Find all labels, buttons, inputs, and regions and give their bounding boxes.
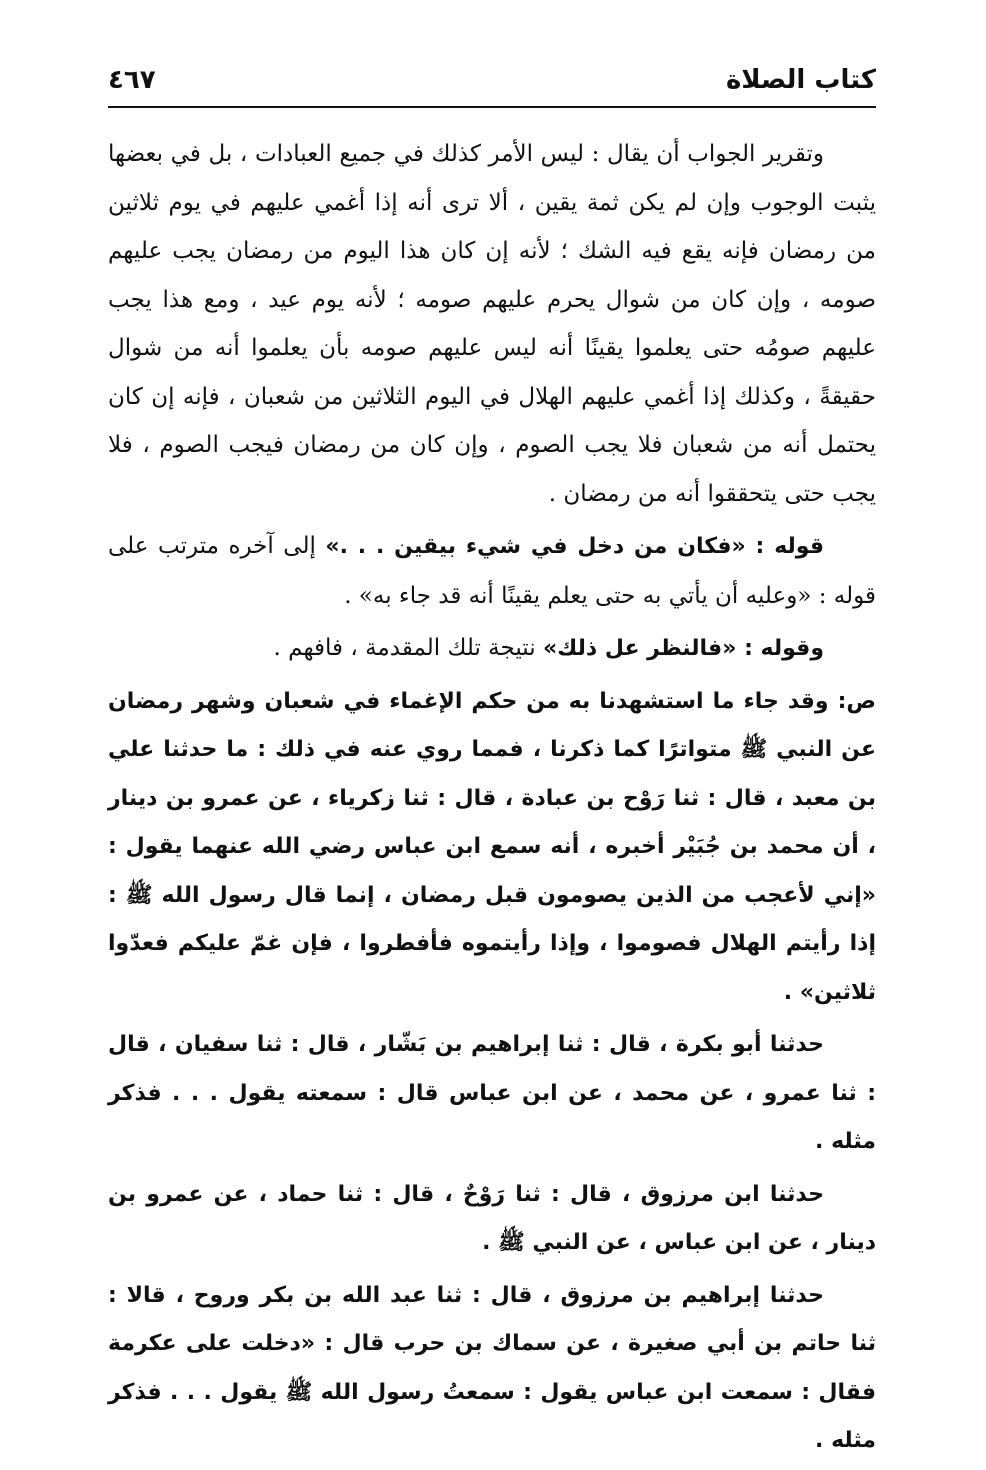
- paragraph-hadith-chain-2: حدثنا ابن مرزوق ، قال : ثنا رَوْحٌ ، قال : ثنا حماد ، عن عمرو بن دينار ، عن ابن عباس ، عن النبي ﷺ .: [108, 1181, 876, 1255]
- quoted-lead: قوله : «فكان من دخل في شيء بيقين . . .»: [325, 534, 825, 559]
- quoted-lead: وقوله : «فالنظر عل ذلك»: [542, 636, 824, 661]
- header-divider: [108, 106, 876, 108]
- paragraph-text-matn: ص: وقد جاء ما استشهدنا به من حكم الإغماء في شعبان وشهر رمضان عن النبي ﷺ متواترًا كما ذكرنا ، فمما روي عنه في ذلك : ما حدثنا علي بن معبد ، قال : ثنا رَوْح بن عبادة ، قال : ثنا زكرياء ، عن عمرو بن دينار ، أن محمد بن جُبَيْر أخبره ، أنه سمع ابن عباس رضي الله عنهما يقول : «إني لأعجب من الذين يصومون قبل رمضان ، إنما قال رسول الله ﷺ : إذا رأيتم الهلال فصوموا ، وإذا رأيتموه فأفطروا ، فإن غمّ عليكم فعدّوا ثلاثين» .: [108, 688, 876, 1005]
- paragraph-hadith-chain-1: حدثنا أبو بكرة ، قال : ثنا إبراهيم بن بَشّار ، قال : ثنا سفيان ، قال : ثنا عمرو ، عن محمد ، عن ابن عباس قال : سمعته يقول . . . فذكر مثله .: [108, 1032, 876, 1154]
- paragraph-answer-explanation: وتقرير الجواب أن يقال : ليس الأمر كذلك في جميع العبادات ، بل في بعضها يثبت الوجوب وإن لم يكن ثمة يقين ، ألا ترى أنه إذا أغمي عليهم في يوم ثلاثين من رمضان فإنه يقع فيه الشك ؛ لأنه إن كان هذا اليوم من رمضان يجب عليهم صومه ، وإن كان من شوال يحرم عليهم صومه ؛ لأنه يوم عيد ، ومع هذا يجب عليهم صومُه حتى يعلموا يقينًا أنه ليس عليهم صومه بأن يعلموا أنه من شوال حقيقةً ، وكذلك إذا أغمي عليهم الهلال في اليوم الثلاثين من شعبان ، فإنه إن كان يحتمل أنه من شعبان فلا يجب الصوم ، وإن كان من رمضان فيجب الصوم ، فلا يجب حتى يتحققوا أنه من رمضان .: [108, 141, 876, 507]
- page-number: ٤٦٧: [108, 65, 156, 95]
- paragraph-hadith-chain-3: حدثنا إبراهيم بن مرزوق ، قال : ثنا عبد الله بن بكر وروح ، قالا : ثنا حاتم بن أبي صغيرة ، عن سماك بن حرب قال : «دخلت على عكرمة فقال : سمعت ابن عباس يقول : سمعتُ رسول الله ﷺ يقول . . . فذكر مثله .: [108, 1282, 876, 1453]
- paragraph-commentary-2: [108, 624, 876, 674]
- commentary-text: نتيجة تلك المقدمة ، فافهم .: [273, 635, 543, 661]
- page-body: [108, 130, 876, 1470]
- header-title: كتاب الصلاة: [725, 65, 876, 95]
- running-header: [108, 60, 876, 100]
- paragraph-commentary-1: [108, 522, 876, 620]
- commentary-text: إلى آخره مترتب على قوله : «وعليه أن يأتي به حتى يعلم يقينًا أنه قد جاء به» .: [108, 533, 876, 609]
